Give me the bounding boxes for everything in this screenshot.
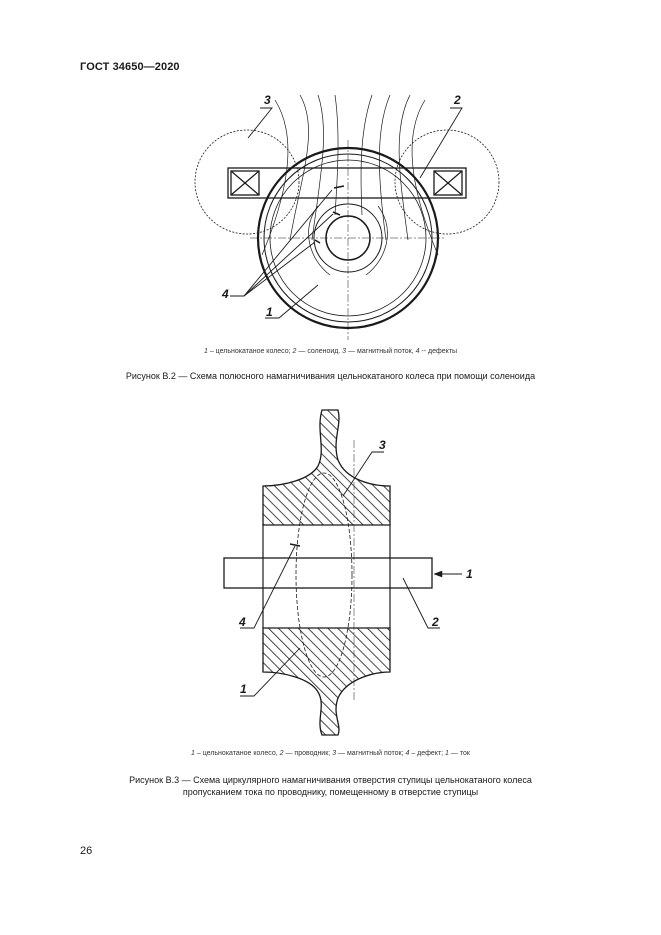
figure-1-solenoid-diagram bbox=[0, 0, 661, 345]
callout-3: 3 bbox=[264, 93, 271, 107]
document-header: ГОСТ 34650—2020 bbox=[80, 61, 180, 73]
leader-3 bbox=[248, 108, 272, 138]
callout-1: 1 bbox=[266, 305, 273, 319]
callout-2: 2 bbox=[454, 93, 461, 107]
figure-1-caption: Рисунок В.2 — Схема полюсного намагничивания цельнокатаного колеса при помощи соленоида bbox=[125, 371, 536, 381]
figure-1-legend: 1 – цельнокатаное колесо; 2 — соленоид. 3 — магнитный поток, 4 -- дефекты bbox=[203, 348, 458, 355]
figure-2-conductor-diagram bbox=[0, 400, 661, 745]
leader-4b bbox=[244, 214, 333, 296]
callout-2: 2 bbox=[432, 615, 439, 629]
conductor-rod bbox=[224, 558, 432, 588]
defect-mark bbox=[333, 212, 340, 215]
page-number: 26 bbox=[80, 845, 93, 857]
wheel-section-top bbox=[263, 410, 390, 525]
current-arrow-head bbox=[434, 571, 442, 577]
flux-line bbox=[262, 100, 288, 255]
figure-2-caption-line-1: Рисунок В.3 — Схема циркулярного намагничивания отверстия ступицы цельнокатаного колеса bbox=[129, 775, 532, 785]
solenoid-bar bbox=[228, 168, 466, 198]
callout-1: 1 bbox=[240, 682, 247, 696]
figure-2-caption bbox=[0, 774, 661, 798]
defect-mark bbox=[290, 544, 300, 546]
callout-current-1: 1 bbox=[466, 567, 473, 581]
figure-2-legend: 1 – цельнокатаное колесо, 2 — проводник; 3 — магнитный поток; 4 – дефект; 1 — ток bbox=[191, 750, 470, 757]
figure-2-caption-line-2: пропусканием тока по проводнику, помещенному в отверстие ступицы bbox=[182, 787, 479, 797]
callout-3: 3 bbox=[379, 438, 386, 452]
callout-4: 4 bbox=[222, 287, 229, 301]
defect-mark bbox=[334, 186, 344, 188]
callout-4: 4 bbox=[239, 615, 246, 629]
wheel-section-bottom bbox=[263, 628, 390, 735]
defect-mark bbox=[315, 240, 320, 243]
leader-4c bbox=[244, 242, 315, 296]
